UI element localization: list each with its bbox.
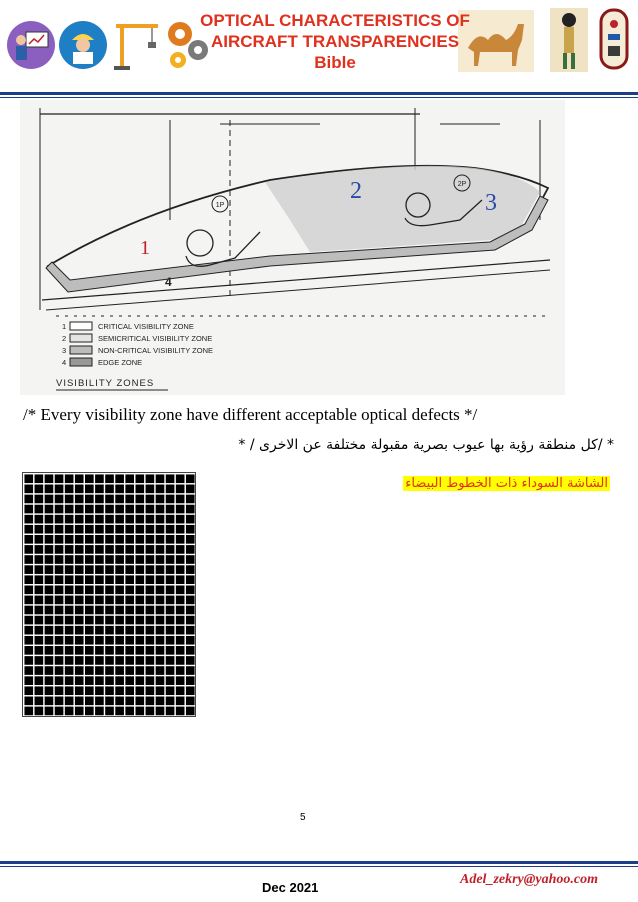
highlight-arabic: الشاشة السوداء ذات الخطوط البيضاء — [405, 476, 608, 491]
legend-item-critical: CRITICAL VISIBILITY ZONE — [98, 322, 194, 331]
footer-rule-thin — [0, 866, 638, 867]
header-title-line3: Bible — [314, 53, 356, 72]
crane-icon — [112, 16, 162, 72]
zone-number-3: 3 — [485, 190, 497, 216]
legend-item-edge: EDGE ZONE — [98, 358, 143, 367]
zone-number-1: 1 — [140, 237, 150, 259]
footer-rule — [0, 861, 638, 864]
header-rule — [0, 92, 638, 95]
header-title-line2: AIRCRAFT TRANSPARENCIES — [210, 32, 460, 51]
legend-number-1: 1 — [62, 322, 67, 331]
black-grid-screen — [22, 472, 196, 717]
page-number: 5 — [300, 812, 306, 823]
caption-arabic: * /كل منطقة رؤية بها عيوب بصرية مقبولة مختلفة عن الاخرى / * — [238, 437, 614, 453]
legend-number-2: 2 — [62, 334, 67, 343]
footer-email: Adel_zekry@yahoo.com — [460, 872, 599, 887]
pilot-label-1p: 1P — [215, 202, 225, 209]
header-title — [190, 10, 480, 73]
header-rule-thin — [0, 97, 638, 98]
zone-number-2: 2 — [350, 178, 362, 204]
legend-item-noncritical: NON-CRITICAL VISIBILITY ZONE — [98, 346, 214, 355]
diagram-caption: VISIBILITY ZONES — [56, 378, 155, 389]
header-title-line1: OPTICAL CHARACTERISTICS OF — [200, 11, 470, 30]
zone-number-4: 4 — [165, 275, 172, 289]
legend-item-semicritical: SEMICRITICAL VISIBILITY ZONE — [98, 334, 213, 343]
legend-number-3: 3 — [62, 346, 67, 355]
teacher-icon — [6, 20, 56, 70]
engineer-icon — [58, 20, 108, 70]
pilot-label-2p: 2P — [457, 181, 467, 188]
legend-number-4: 4 — [62, 358, 67, 367]
caption-english: /* Every visibility zone have different acceptable optical defects */ — [23, 405, 478, 424]
cartouche-icon — [597, 8, 631, 72]
visibility-zones-diagram — [20, 100, 565, 395]
pharaoh-icon — [550, 8, 588, 72]
footer-date: Dec 2021 — [262, 880, 319, 895]
